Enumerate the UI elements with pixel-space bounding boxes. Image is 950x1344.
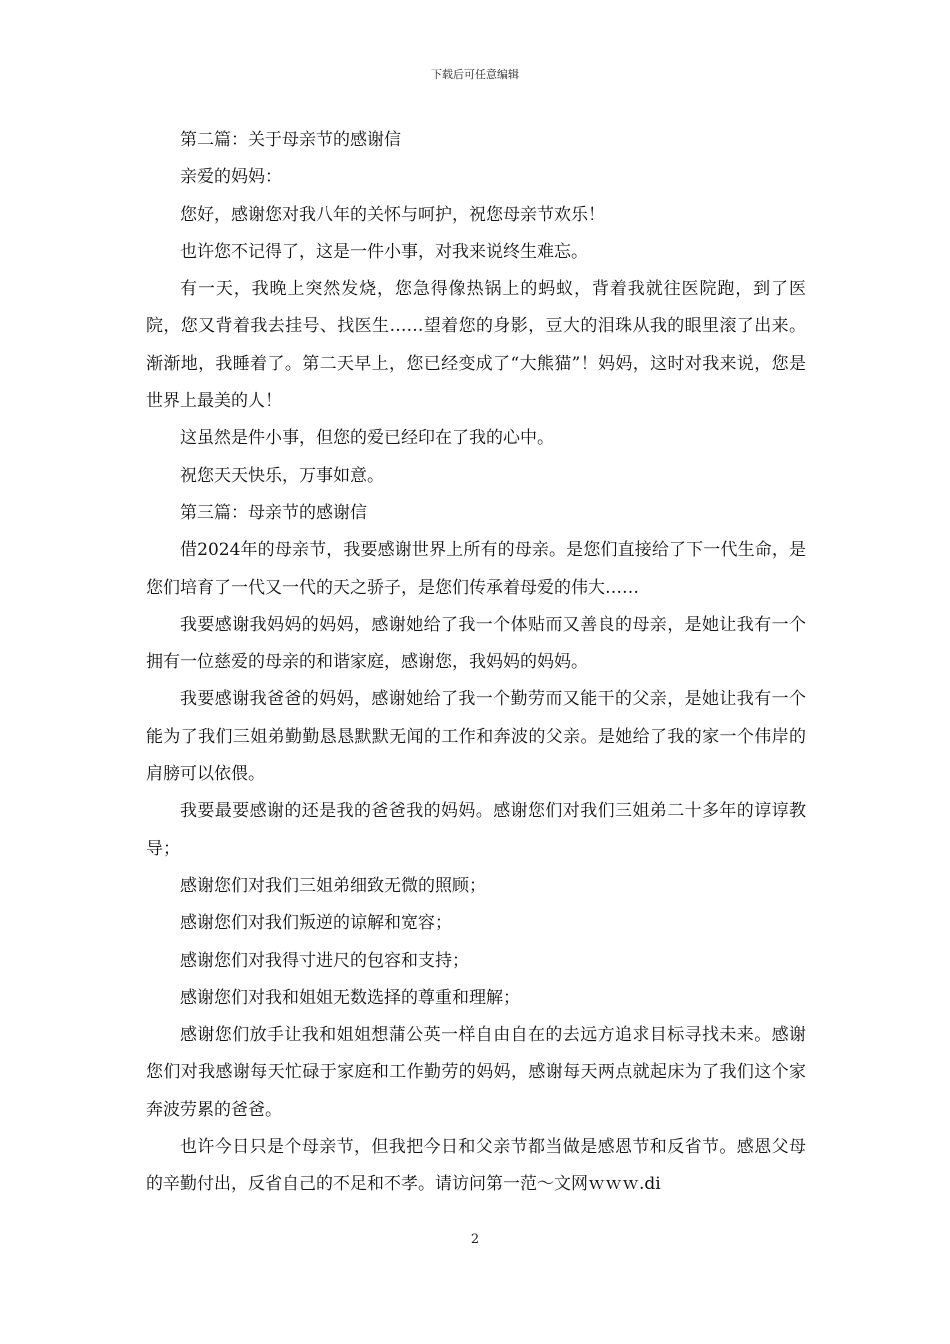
paragraph: 也许今日只是个母亲节，但我把今日和父亲节都当做是感恩节和反省节。感恩父母的辛勤付出，反省自己的不足和不孝。请访问第一范～文网ｗｗｗ.di — [146, 1137, 806, 1195]
paragraph: 借2024年的母亲节，我要感谢世界上所有的母亲。是您们直接给了下一代生命，是您们培育了一代又一代的天之骄子，是您们传承着母爱的伟大…… — [146, 540, 806, 598]
paragraph: 我要感谢我爸爸的妈妈，感谢她给了我一个勤劳而又能干的父亲，是她让我有一个能为了我们三姐弟勤勤恳恳默默无闻的工作和奔波的父亲。是她给了我的家一个伟岸的肩膀可以依偎。 — [146, 689, 806, 785]
paragraph: 感谢您们对我们三姐弟细致无微的照顾； — [180, 875, 486, 896]
paragraph: 感谢您们对我和姐姐无数选择的尊重和理解； — [180, 987, 520, 1008]
paragraph: 我要最要感谢的还是我的爸爸我的妈妈。感谢您们对我们三姐弟二十多年的谆谆教导； — [146, 801, 806, 859]
salutation: 亲爱的妈妈： — [180, 167, 282, 188]
page-header: 下载后可任意编辑 — [431, 68, 519, 81]
paragraph: 这虽然是件小事，但您的爱已经印在了我的心中。 — [180, 428, 554, 449]
document-body — [146, 122, 806, 1204]
paragraph: 也许您不记得了，这是一件小事，对我来说终生难忘。 — [180, 241, 588, 262]
paragraph: 我要感谢我妈妈的妈妈，感谢她给了我一个体贴而又善良的母亲，是她让我有一个拥有一位慈爱的母亲的和谐家庭，感谢您，我妈妈的妈妈。 — [146, 614, 806, 673]
paragraph: 您好，感谢您对我八年的关怀与呵护，祝您母亲节欢乐！ — [180, 204, 605, 225]
paragraph: 感谢您们对我们叛逆的谅解和宽容； — [180, 913, 452, 934]
paragraph: 祝您天天快乐，万事如意。 — [180, 465, 384, 486]
section-title-2: 第二篇：关于母亲节的感谢信 — [180, 130, 401, 150]
page-number: 2 — [470, 1232, 480, 1247]
paragraph: 有一天，我晚上突然发烧，您急得像热锅上的蚂蚁，背着我就往医院跑，到了医院，您又背着我去挂号、找医生……望着您的身影，豆大的泪珠从我的眼里滚了出来。渐渐地，我睡着了。第二天早上，您已经变成了“大熊猫”！妈妈，这时对我来说，您是世界上最美的人！ — [146, 279, 806, 412]
section-title-3: 第三篇：母亲节的感谢信 — [180, 502, 367, 523]
paragraph: 感谢您们放手让我和姐姐想蒲公英一样自由自在的去远方追求目标寻找未来。感谢您们对我感谢每天忙碌于家庭和工作勤劳的妈妈，感谢每天两点就起床为了我们这个家奔波劳累的爸爸。 — [146, 1025, 806, 1120]
paragraph: 感谢您们对我得寸进尺的包容和支持； — [180, 950, 469, 971]
